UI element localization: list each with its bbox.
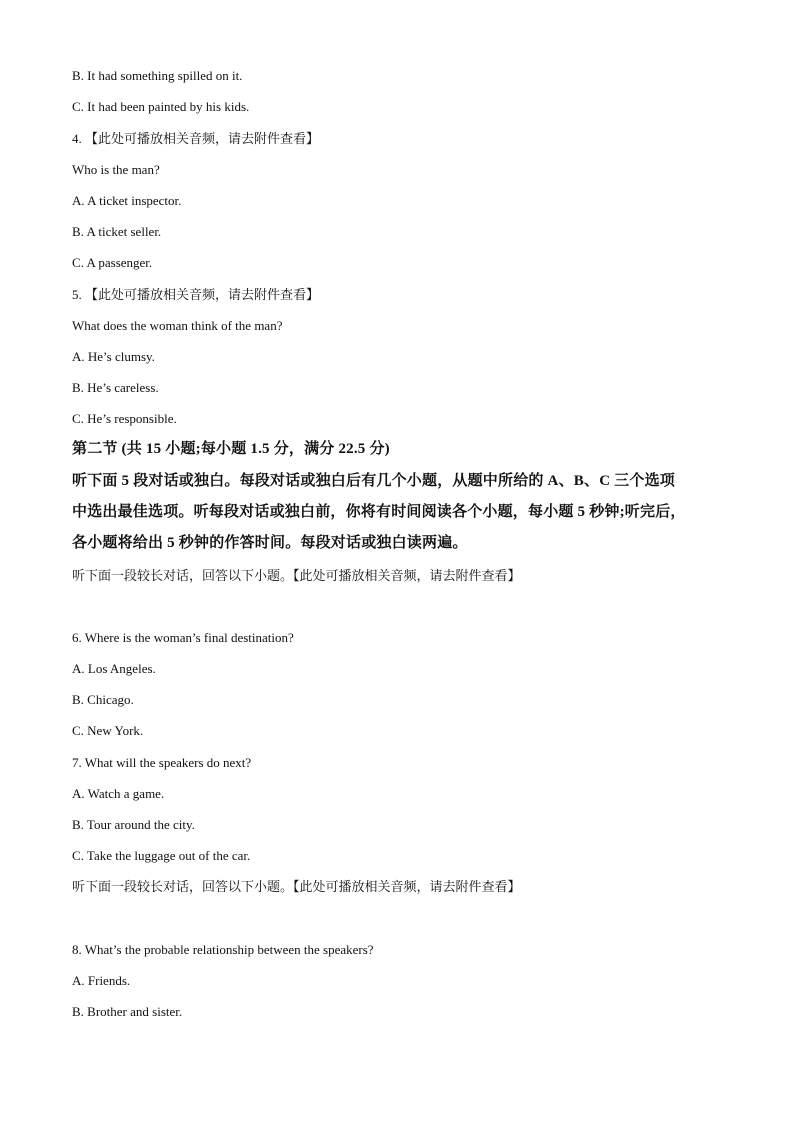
option-5c: C. He’s responsible. (72, 411, 177, 426)
question-4-text: Who is the man? (72, 162, 160, 177)
dialogue-intro-1: 听下面一段较长对话，回答以下小题。【此处可播放相关音频，请去附件查看】 (72, 568, 521, 583)
option-8a: A. Friends. (72, 973, 131, 988)
question-7-text: 7. What will the speakers do next? (72, 755, 252, 770)
option-4a: A. A ticket inspector. (72, 193, 182, 208)
option-4b: B. A ticket seller. (72, 224, 162, 239)
option-4c: C. A passenger. (72, 255, 153, 270)
section-instructions-line-1: 听下面 5 段对话或独白。每段对话或独白后有几个小题，从题中所给的 A、B、C 三个选项 (72, 473, 675, 489)
question-6-text: 6. Where is the woman’s final destination? (72, 630, 294, 645)
dialogue-intro-2: 听下面一段较长对话，回答以下小题。【此处可播放相关音频，请去附件查看】 (72, 879, 521, 894)
section-instructions-line-2: 中选出最佳选项。听每段对话或独白前，你将有时间阅读各个小题，每小题 5 秒钟;听完后， (72, 504, 686, 520)
option-3c: C. It had been painted by his kids. (72, 99, 250, 114)
question-4-audio: 4. 【此处可播放相关音频，请去附件查看】 (72, 131, 320, 146)
option-7b: B. Tour around the city. (72, 817, 195, 832)
question-5-text: What does the woman think of the man? (72, 318, 283, 333)
option-6b: B. Chicago. (72, 692, 134, 707)
section-instructions-line-3: 各小题将给出 5 秒钟的作答时间。每段对话或独白读两遍。 (72, 535, 468, 551)
option-8b: B. Brother and sister. (72, 1004, 183, 1019)
section-heading: 第二节 (共 15 小题;每小题 1.5 分，满分 22.5 分) (72, 441, 390, 457)
question-5-audio: 5. 【此处可播放相关音频，请去附件查看】 (72, 287, 320, 302)
option-7a: A. Watch a game. (72, 786, 165, 801)
option-3b: B. It had something spilled on it. (72, 68, 243, 83)
option-7c: C. Take the luggage out of the car. (72, 848, 251, 863)
option-5a: A. He’s clumsy. (72, 349, 155, 364)
question-8-text: 8. What’s the probable relationship between the speakers? (72, 942, 374, 957)
option-6c: C. New York. (72, 723, 144, 738)
option-5b: B. He’s careless. (72, 380, 159, 395)
option-6a: A. Los Angeles. (72, 661, 156, 676)
